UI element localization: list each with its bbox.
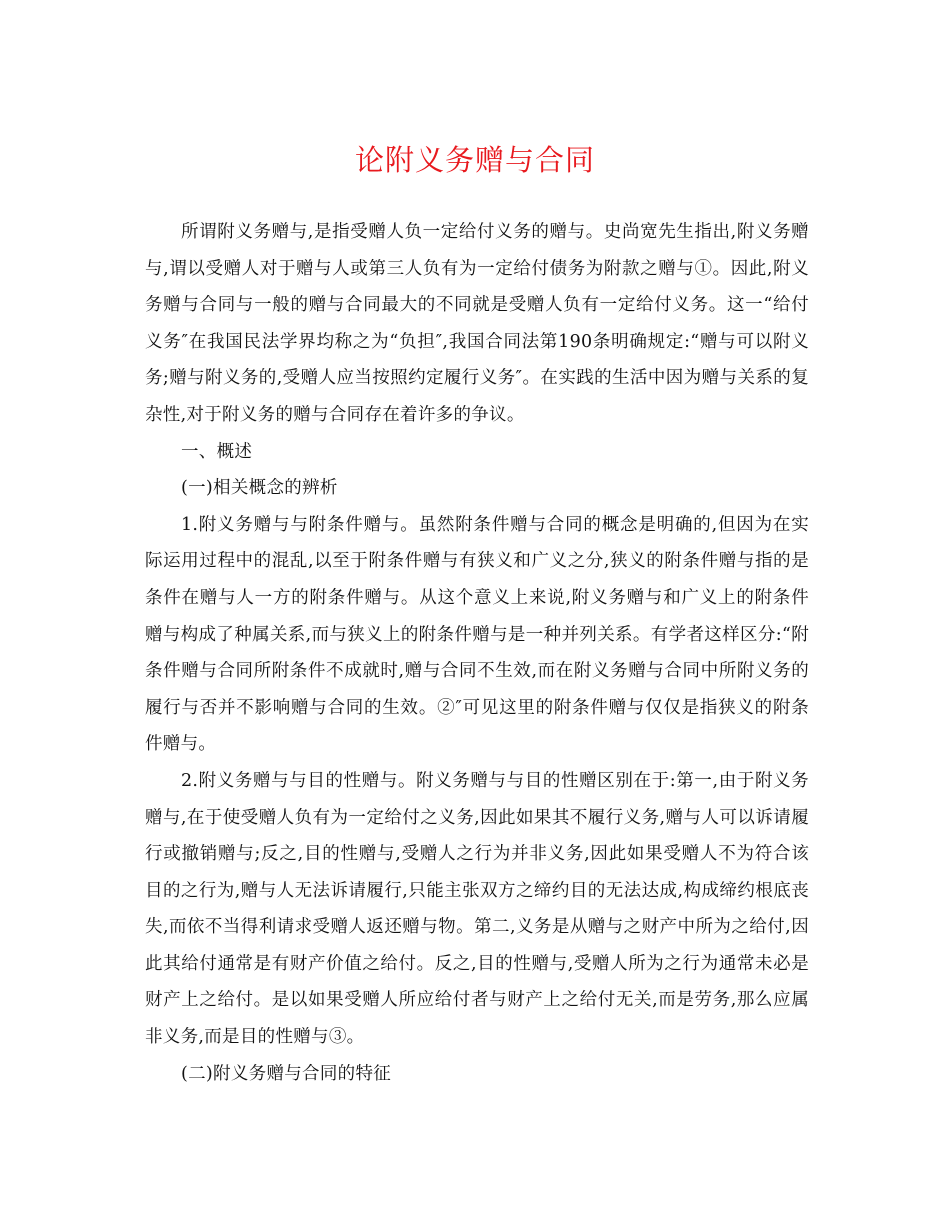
subsection-heading-features: (二)附义务赠与合同的特征	[181, 1063, 392, 1084]
section-heading-overview: 一、概述	[181, 441, 253, 462]
subsection-heading-concepts: (一)相关概念的辨析	[181, 478, 338, 499]
paragraph-purposive-gift: 2.附义务赠与与目的性赠与。附义务赠与与目的性赠区别在于:第一,由于附义务赠与,在于使受赠人负有为一定给付之义务,因此如果其不履行义务,赠与人可以诉请履行或撤销赠与;反之,目的性赠与,受赠人之行为并非义务,因此如果受赠人不为符合该目的之行为,赠与人无法诉请履行,只能主张双方之缔约目的无法达成,构成缔约根底丧失,而依不当得利请求受赠人返还赠与物。第二,义务是从赠与之财产中所为之给付,因此其给付通常是有财产价值之给付。反之,目的性赠与,受赠人所为之行为通常未必是财产上之给付。是以如果受赠人所应给付者与财产上之给付无关,而是劳务,那么应属非义务,而是目的性赠与③。	[145, 770, 809, 1048]
paragraph-conditional-gift: 1.附义务赠与与附条件赠与。虽然附条件赠与合同的概念是明确的,但因为在实际运用过程中的混乱,以至于附条件赠与有狭义和广义之分,狭义的附条件赠与指的是条件在赠与人一方的附条件赠与。从这个意义上来说,附义务赠与和广义上的附条件赠与构成了种属关系,而与狭义上的附条件赠与是一种并列关系。有学者这样区分:“附条件赠与合同所附条件不成就时,赠与合同不生效,而在附义务赠与合同中所附义务的履行与否并不影响赠与合同的生效。②″可见这里的附条件赠与仅仅是指狭义的附条件赠与。	[145, 514, 809, 755]
document-body	[145, 214, 809, 1092]
document-title: 论附义务赠与合同	[354, 143, 595, 177]
paragraph-intro: 所谓附义务赠与,是指受赠人负一定给付义务的赠与。史尚宽先生指出,附义务赠与,谓以受赠人对于赠与人或第三人负有为一定给付债务为附款之赠与①。因此,附义务赠与合同与一般的赠与合同最大的不同就是受赠人负有一定给付义务。这一“给付义务″在我国民法学界均称之为“负担″,我国合同法第190条明确规定:“赠与可以附义务;赠与附义务的,受赠人应当按照约定履行义务″。在实践的生活中因为赠与关系的复杂性,对于附义务的赠与合同存在着许多的争议。	[145, 222, 809, 425]
